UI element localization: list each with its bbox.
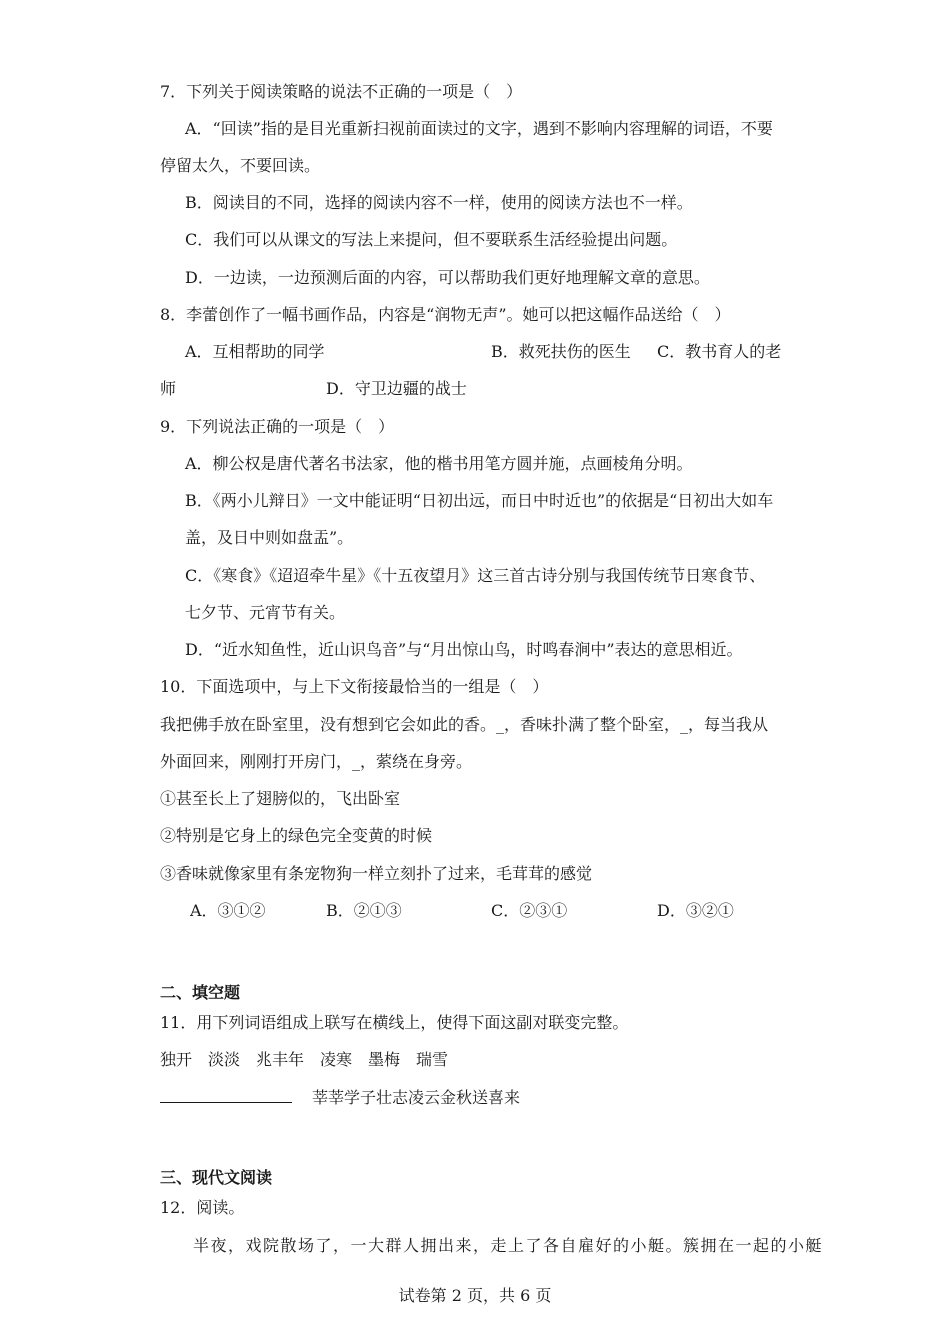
question-8-option-c: C．教书育人的老 [657, 342, 782, 361]
question-10-option-c: C．②③① [491, 901, 568, 920]
question-10-stem: 10．下面选项中，与上下文衔接最恰当的一组是（ ） [160, 677, 549, 696]
question-8-option-a: A．互相帮助的同学 [185, 342, 325, 361]
question-7-option-d: D．一边读，一边预测后面的内容，可以帮助我们更好地理解文章的意思。 [185, 268, 710, 287]
question-11-answer-row [160, 1088, 520, 1108]
page-footer: 试卷第 2 页，共 6 页 [398, 1286, 552, 1305]
question-12-stem: 12．阅读。 [160, 1198, 245, 1217]
question-10-sentence-3: ③香味就像家里有条宠物狗一样立刻扑了过来，毛茸茸的感觉 [160, 864, 593, 883]
question-9-option-b-continued: 盖，及日中则如盘盂”。 [185, 528, 354, 547]
question-9-option-a: A．柳公权是唐代著名书法家，他的楷书用笔方圆并施，点画棱角分明。 [185, 454, 693, 473]
question-11-word-list: 独开 淡淡 兆丰年 凌寒 墨梅 瑞雪 [160, 1050, 449, 1069]
section-3-title: 三、现代文阅读 [160, 1168, 273, 1187]
question-7-stem: 7．下列关于阅读策略的说法不正确的一项是（ ） [160, 82, 523, 101]
question-9-option-c: C．《寒食》《迢迢牵牛星》《十五夜望月》这三首古诗分别与我国传统节日寒食节、 [185, 566, 766, 585]
question-10-passage-line-2: 外面回来，刚刚打开房门，_，萦绕在身旁。 [160, 752, 473, 771]
question-10-option-d: D．③②① [657, 901, 734, 920]
question-9-option-c-continued: 七夕节、元宵节有关。 [185, 603, 346, 622]
question-10-sentence-2: ②特别是它身上的绿色完全变黄的时候 [160, 826, 433, 845]
question-10-option-b: B．②①③ [326, 901, 402, 920]
question-12-passage-line-1: 半夜，戏院散场了，一大群人拥出来，走上了各自雇好的小艇。簇拥在一起的小艇 [193, 1236, 824, 1255]
question-7-option-c: C．我们可以从课文的写法上来提问，但不要联系生活经验提出问题。 [185, 230, 678, 249]
question-9-stem: 9．下列说法正确的一项是（ ） [160, 417, 395, 436]
section-2-title: 二、填空题 [160, 983, 241, 1002]
question-7-option-b: B．阅读目的不同，选择的阅读内容不一样，使用的阅读方法也不一样。 [185, 193, 693, 212]
question-8-option-d: D．守卫边疆的战士 [326, 379, 467, 398]
question-10-sentence-1: ①甚至长上了翅膀似的，飞出卧室 [160, 789, 401, 808]
question-11-couplet-lower: 莘莘学子壮志凌云金秋送喜来 [312, 1088, 521, 1107]
question-10-passage-line-1: 我把佛手放在卧室里，没有想到它会如此的香。_，香味扑满了整个卧室，_，每当我从 [160, 715, 769, 734]
question-8-stem: 8．李蕾创作了一幅书画作品，内容是“润物无声”。她可以把这幅作品送给（ ） [160, 305, 731, 324]
question-7-option-a-continued: 停留太久，不要回读。 [160, 156, 321, 175]
question-11-stem: 11．用下列词语组成上联写在横线上，使得下面这副对联变完整。 [160, 1013, 629, 1032]
question-11-answer-blank[interactable] [160, 1088, 292, 1103]
question-8-option-b: B．救死扶伤的医生 [491, 342, 631, 361]
question-10-option-a: A．③①② [190, 901, 266, 920]
question-9-option-d: D．“近水知鱼性，近山识鸟音”与“月出惊山鸟，时鸣春涧中”表达的意思相近。 [185, 640, 743, 659]
question-9-option-b: B．《两小儿辩日》一文中能证明“日初出远，而日中时近也”的依据是“日初出大如车 [185, 491, 774, 510]
question-8-option-c-continued: 师 [160, 379, 177, 398]
question-7-option-a: A．“回读”指的是目光重新扫视前面读过的文字，遇到不影响内容理解的词语，不要 [185, 119, 773, 138]
